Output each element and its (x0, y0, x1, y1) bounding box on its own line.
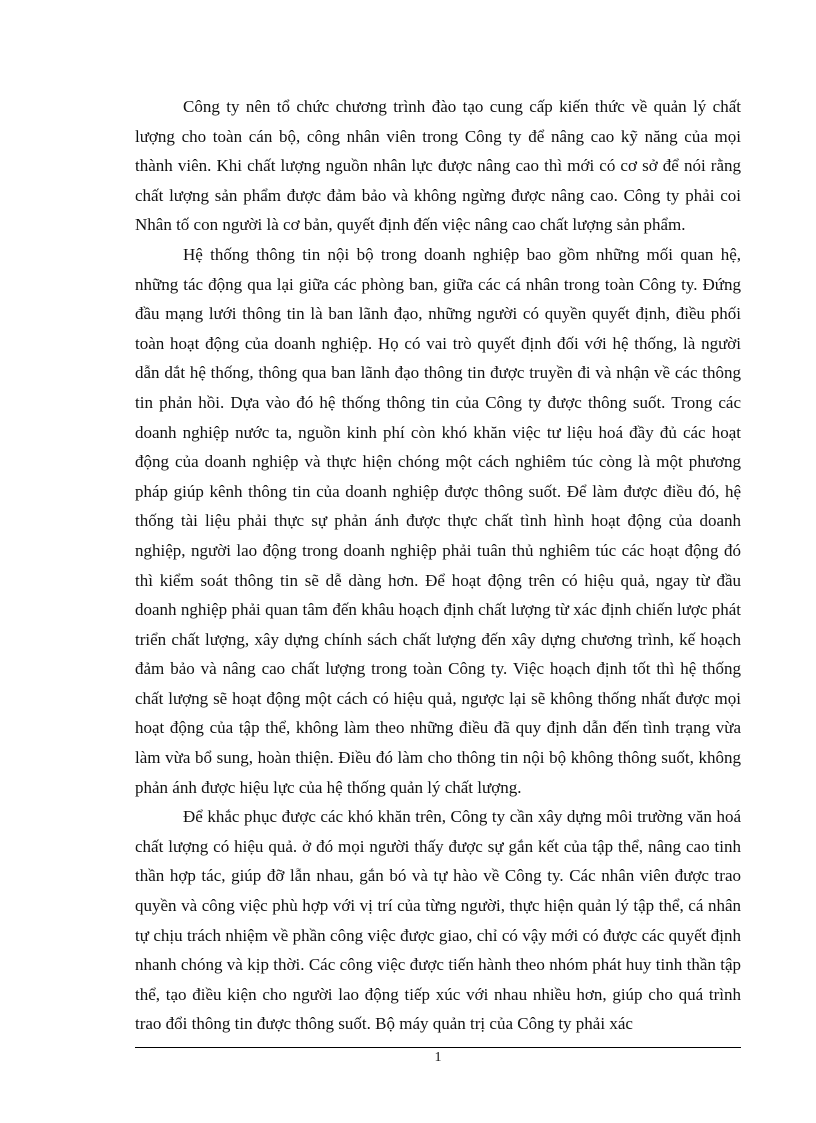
document-body (135, 92, 741, 1039)
paragraph-training: Công ty nên tổ chức chương trình đào tạo cung cấp kiến thức về quản lý chất lượng cho toàn cán bộ, công nhân viên trong Công ty để nâng cao kỹ năng của mọi thành viên. Khi chất lượng nguồn nhân lực được nâng cao thì mới có cơ sở để nói rằng chất lượng sản phẩm được đảm bảo và không ngừng được nâng cao. Công ty phải coi Nhân tố con người là cơ bản, quyết định đến việc nâng cao chất lượng sản phẩm. (135, 97, 741, 235)
paragraph-quality-culture: Để khắc phục được các khó khăn trên, Công ty cần xây dựng môi trường văn hoá chất lượng có hiệu quả. ở đó mọi người thấy được sự gắn kết của tập thể, nâng cao tinh thần hợp tác, giúp đỡ lẫn nhau, gắn bó và tự hào về Công ty. Các nhân viên được trao quyền và công việc phù hợp với vị trí của từng người, thực hiện quản lý tập thể, cá nhân tự chịu trách nhiệm về phần công việc được giao, chỉ có vậy mới có được các quyết định nhanh chóng và kịp thời. Các công việc được tiến hành theo nhóm phát huy tinh thần tập thể, tạo điều kiện cho người lao động tiếp xúc với nhau nhiều hơn, giúp cho quá trình trao đổi thông tin được thông suốt. Bộ máy quản trị của Công ty phải xác (135, 807, 741, 1034)
page-number: 1 (434, 1050, 442, 1065)
footer-divider (135, 1047, 741, 1048)
paragraph-internal-information: Hệ thống thông tin nội bộ trong doanh nghiệp bao gồm những mối quan hệ, những tác động qua lại giữa các phòng ban, giữa các cá nhân trong toàn Công ty. Đứng đầu mạng lưới thông tin là ban lãnh đạo, những người có quyền quyết định, điều phối toàn hoạt động của doanh nghiệp. Họ có vai trò quyết định đối với hệ thống, là người dẫn dắt hệ thống, thông qua ban lãnh đạo thông tin được truyền đi và nhận về các thông tin phản hồi. Dựa vào đó hệ thống thông tin của Công ty được thông suốt. Trong các doanh nghiệp nước ta, nguồn kinh phí còn khó khăn việc tư liệu hoá đầy đủ các hoạt động của doanh nghiệp và thực hiện chóng một cách nghiêm túc còng là một phương pháp giúp kênh thông tin của doanh nghiệp được thông suốt. Để làm được điều đó, hệ thống tài liệu phải thực sự phản ánh được thực chất tình hình hoạt động của doanh nghiệp, người lao động trong doanh nghiệp phải tuân thủ nghiêm túc các hoạt động đó thì kiểm soát thông tin sẽ dễ dàng hơn. Để hoạt động trên có hiệu quả, ngay từ đầu doanh nghiệp phải quan tâm đến khâu hoạch định chất lượng từ xác định chiến lược phát triển chất lượng, xây dựng chính sách chất lượng đến xây dựng chương trình, kế hoạch đảm bảo và nâng cao chất lượng trong toàn Công ty. Việc hoạch định tốt thì hệ thống chất lượng sẽ hoạt động một cách có hiệu quả, ngược lại sẽ không thống nhất được mọi hoạt động của tập thể, không làm theo những điều đã quy định dẫn đến tình trạng vừa làm vừa bổ sung, hoàn thiện. Điều đó làm cho thông tin nội bộ không thông suốt, không phản ánh được hiệu lực của hệ thống quản lý chất lượng. (135, 244, 741, 797)
